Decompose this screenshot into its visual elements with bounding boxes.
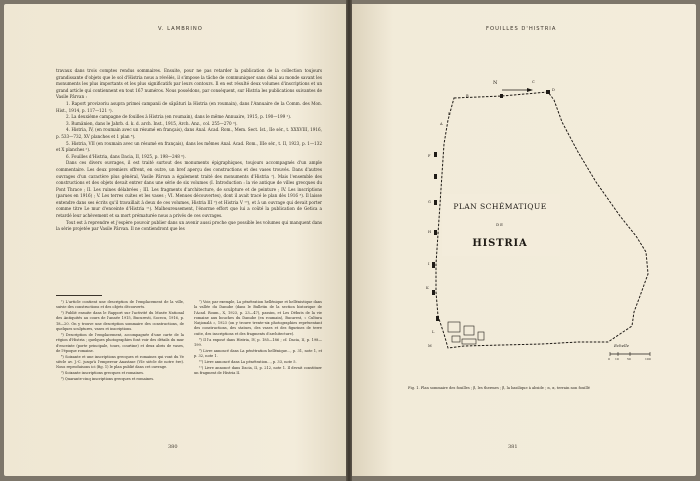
plan-letter: B [466,94,469,98]
footnote: ¹⁰) Livre annoncé dans La pénétration..., p. 33, note 5. [199,360,297,365]
left-page [4,4,346,476]
paragraph: 3. Rumänien, dans le Jahrb. d. k. d. arch. Inst., 1915, Arch. Anz., col. 255—270 ³). [66,120,238,126]
plan-letter: G [428,200,431,204]
north-arrow [502,88,533,92]
scale-tick-label: 50 [627,357,631,361]
figure-caption: Fig. 1. Plan sommaire des fouilles ; β, les thermes ; β, la basilique à abside ; α, α, terrain non fouillé [408,386,590,390]
plan-letter: C [532,80,535,84]
plan-title-de: DE [496,222,504,227]
body-text [56,68,322,233]
footnote: ³) Description de l'emplacement, accompagnée d'une carte de la région d'Histria ; quelques photographies font voir des détails du mur d'enceinte (porte principale, tours, courtine) et deux abris de vases, de l'époque romaine. [56,332,184,353]
page-number: 381 [508,444,518,450]
scale-bar [610,352,650,356]
paragraph: 6. Fouilles d'Histria, dans Dacia, II, 1925, p. 198—248 ⁶). [66,153,186,159]
north-label: N [493,80,498,86]
excavated-structures [448,322,484,344]
page-number: 380 [168,444,178,450]
scale-tick-label: 0 [608,357,610,361]
paragraph: Dans ces divers ouvrages, il est traité surtout des monuments épigraphiques, toujours accompagnés d'un ample commentaire. Les deux premiers offrent, en outre, un bref aperçu des constructions et des vases trouvés. Dans d'autres ouvrages d'un caractère plus général, Vasile Pârvan a également traité des monuments d'Histria ⁷). Mais l'ensemble des constructions et des objets devait entrer dans une série de six volumes (I. Introduction : la vie antique de villes grecques du Pont Thrace ; II. Les ruines délabrées ; III. Les fragments d'architecture, de sculpture et de peinture ; IV. Les inscriptions (parues en 1916) ; V. Les terres cuites et les vases ; VI. Menues découvertes), dont il avait tracé le plan dès 1916 ⁸). Il laisse entendre dans ses écrits qu'il travaillait à deux de ces volumes, Histria III ⁹) et Histria V ¹⁰), et à un ouvrage qui devait porter comme titre Le mur d'enceinte d'Histria ¹¹). Malheureusement, l'énorme effort que lui a coûté la publication de Getica a retardé leur achèvement et sa mort prématurée nous a privés de ces ouvrages. [56,160,322,219]
paragraph: 1. Raport provizoriu asupra primei campanii de săpături la Histria (en roumain), dans l'Annuaire de la Comm. des Mon. Hist., 1914, p. 117—121 ¹). [56,100,322,113]
paragraph: 4. Histria, IV, (en roumain avec un résumé en français), dans Anal. Acad. Rom., Mem. Sect. Ist., IIe sér., t. XXXVIII, 1916, p. 533—732, XV planches et 1 plan ⁴). [56,127,322,139]
plan-letter: I [428,262,430,266]
paragraph: Tout est à reprendre et j'espère pouvoir publier dans un avenir aussi proche que possible les volumes qui manquent dans la série projetée par Vasile Pârvan. Il ne contiendront que les [56,219,322,232]
running-head: V. LAMBRINO [158,26,203,32]
footnote: ⁵) Soixante inscriptions grecques et romaines. [61,371,145,376]
footnote: ⁶) Quarante-cinq inscriptions grecques et romaines. [61,377,155,382]
footnote: ¹) L'article contient une description de l'emplacement de la ville, suivie des constructions et des objets découverts. [56,300,184,310]
plan-letter: E [448,112,451,116]
plan-letter: D [552,88,555,92]
footnote: ⁹) Livre annoncé dans La pénétration hellénique..., p. 31, note 1, et p. 32, note 1. [194,348,322,359]
running-head: FOUILLES D'HISTRIA [486,26,557,32]
plan-title: PLAN SCHÉMATIQUE [453,202,547,211]
footnote: ²) Publié ensuite dans le Rapport sur l'activité du Musée National des Antiquités au cours de l'année 1915, Bucuresti, Socecu, 1916, p. 18—20. On y trouve une description sommaire des constructions, de quelques sculptures, vases et inscriptions. [56,311,184,332]
footnote: ⁴) Soixante et une inscriptions grecques et romaines qui vont du Ve siècle av. J.-C. jusqu'à l'empereur Anastase (VIe siècle de notre ère). Nous reproduisons ici (fig. 1) le plan publié dans cet ouvrage. [56,354,184,370]
scale-tick-label: 10 [615,357,619,361]
scale-label: Echelle [614,343,630,348]
footnote: ⁸) Il l'a exposé dans Histria, IV, p. 185—186 ; cf. Dacia, II, p. 198—199. [194,337,322,347]
paragraph: 2. La deuxième campagne de fouilles à Histria (en roumain), dans le même Annuaire, 1915, p. 190—199 ²). [66,114,292,120]
plan-letter: M [428,344,432,348]
footnotes-column-left [56,300,184,383]
right-page [352,4,696,476]
plan-site-name: HISTRIA [472,238,528,249]
plan-letter: F [428,154,431,158]
plan-letter: H [428,230,432,234]
plan-letter: L [432,330,435,334]
plan-letter: K [426,286,429,290]
footnote: ¹¹) Livre annoncé dans Dacia, II, p. 212, note 1. Il devait constituer un fragment de Histria II. [194,365,322,376]
plan-letter: A [440,122,443,126]
footnotes-column-right [194,300,322,377]
paragraph: travaux dans trois comptes rendus sommaires. Ensuite, pour ne pas retarder la publication de la collection toujours grandissante d'objets que le sol d'Histria nous a révélés, il s'impose la tâche de communiquer sans délai au monde savant les monuments les plus importants et les plus significatifs par leurs contours. Il en est résulté deux volumes d'inscriptions et un grand article qui contiennent en tout 167 numéros. Nous possédons, par conséquent, sur Histria les publications suivantes de Vasile Pârvan : [56,68,322,100]
footnote-divider [56,295,102,296]
scale-tick-label: 100 [645,357,651,361]
paragraph: 5. Histria, VII (en roumain avec un résumé en français), dans les mêmes Anal. Acad. Rom., IIIe sér., t. II, 1923, p. 1—132 et X planches ⁵). [56,140,322,153]
footnote: ⁷) Voir, par exemple, La pénétration hellénique et hellénistique dans la vallée du Danube (dans le Bulletin de la section historique de l'Acad. Roum., X, 1923, p. 23—47), passim, et Les Débuts de la vie romaine aux bouches du Danube (en roumain), Bucarest, « Cultura Naţională », 1923 (on y trouve trente-six photographies représentant des constructions, des statues, des vases et des figurines de terre cuite, des inscriptions et des fragments d'architecture). [194,300,322,336]
